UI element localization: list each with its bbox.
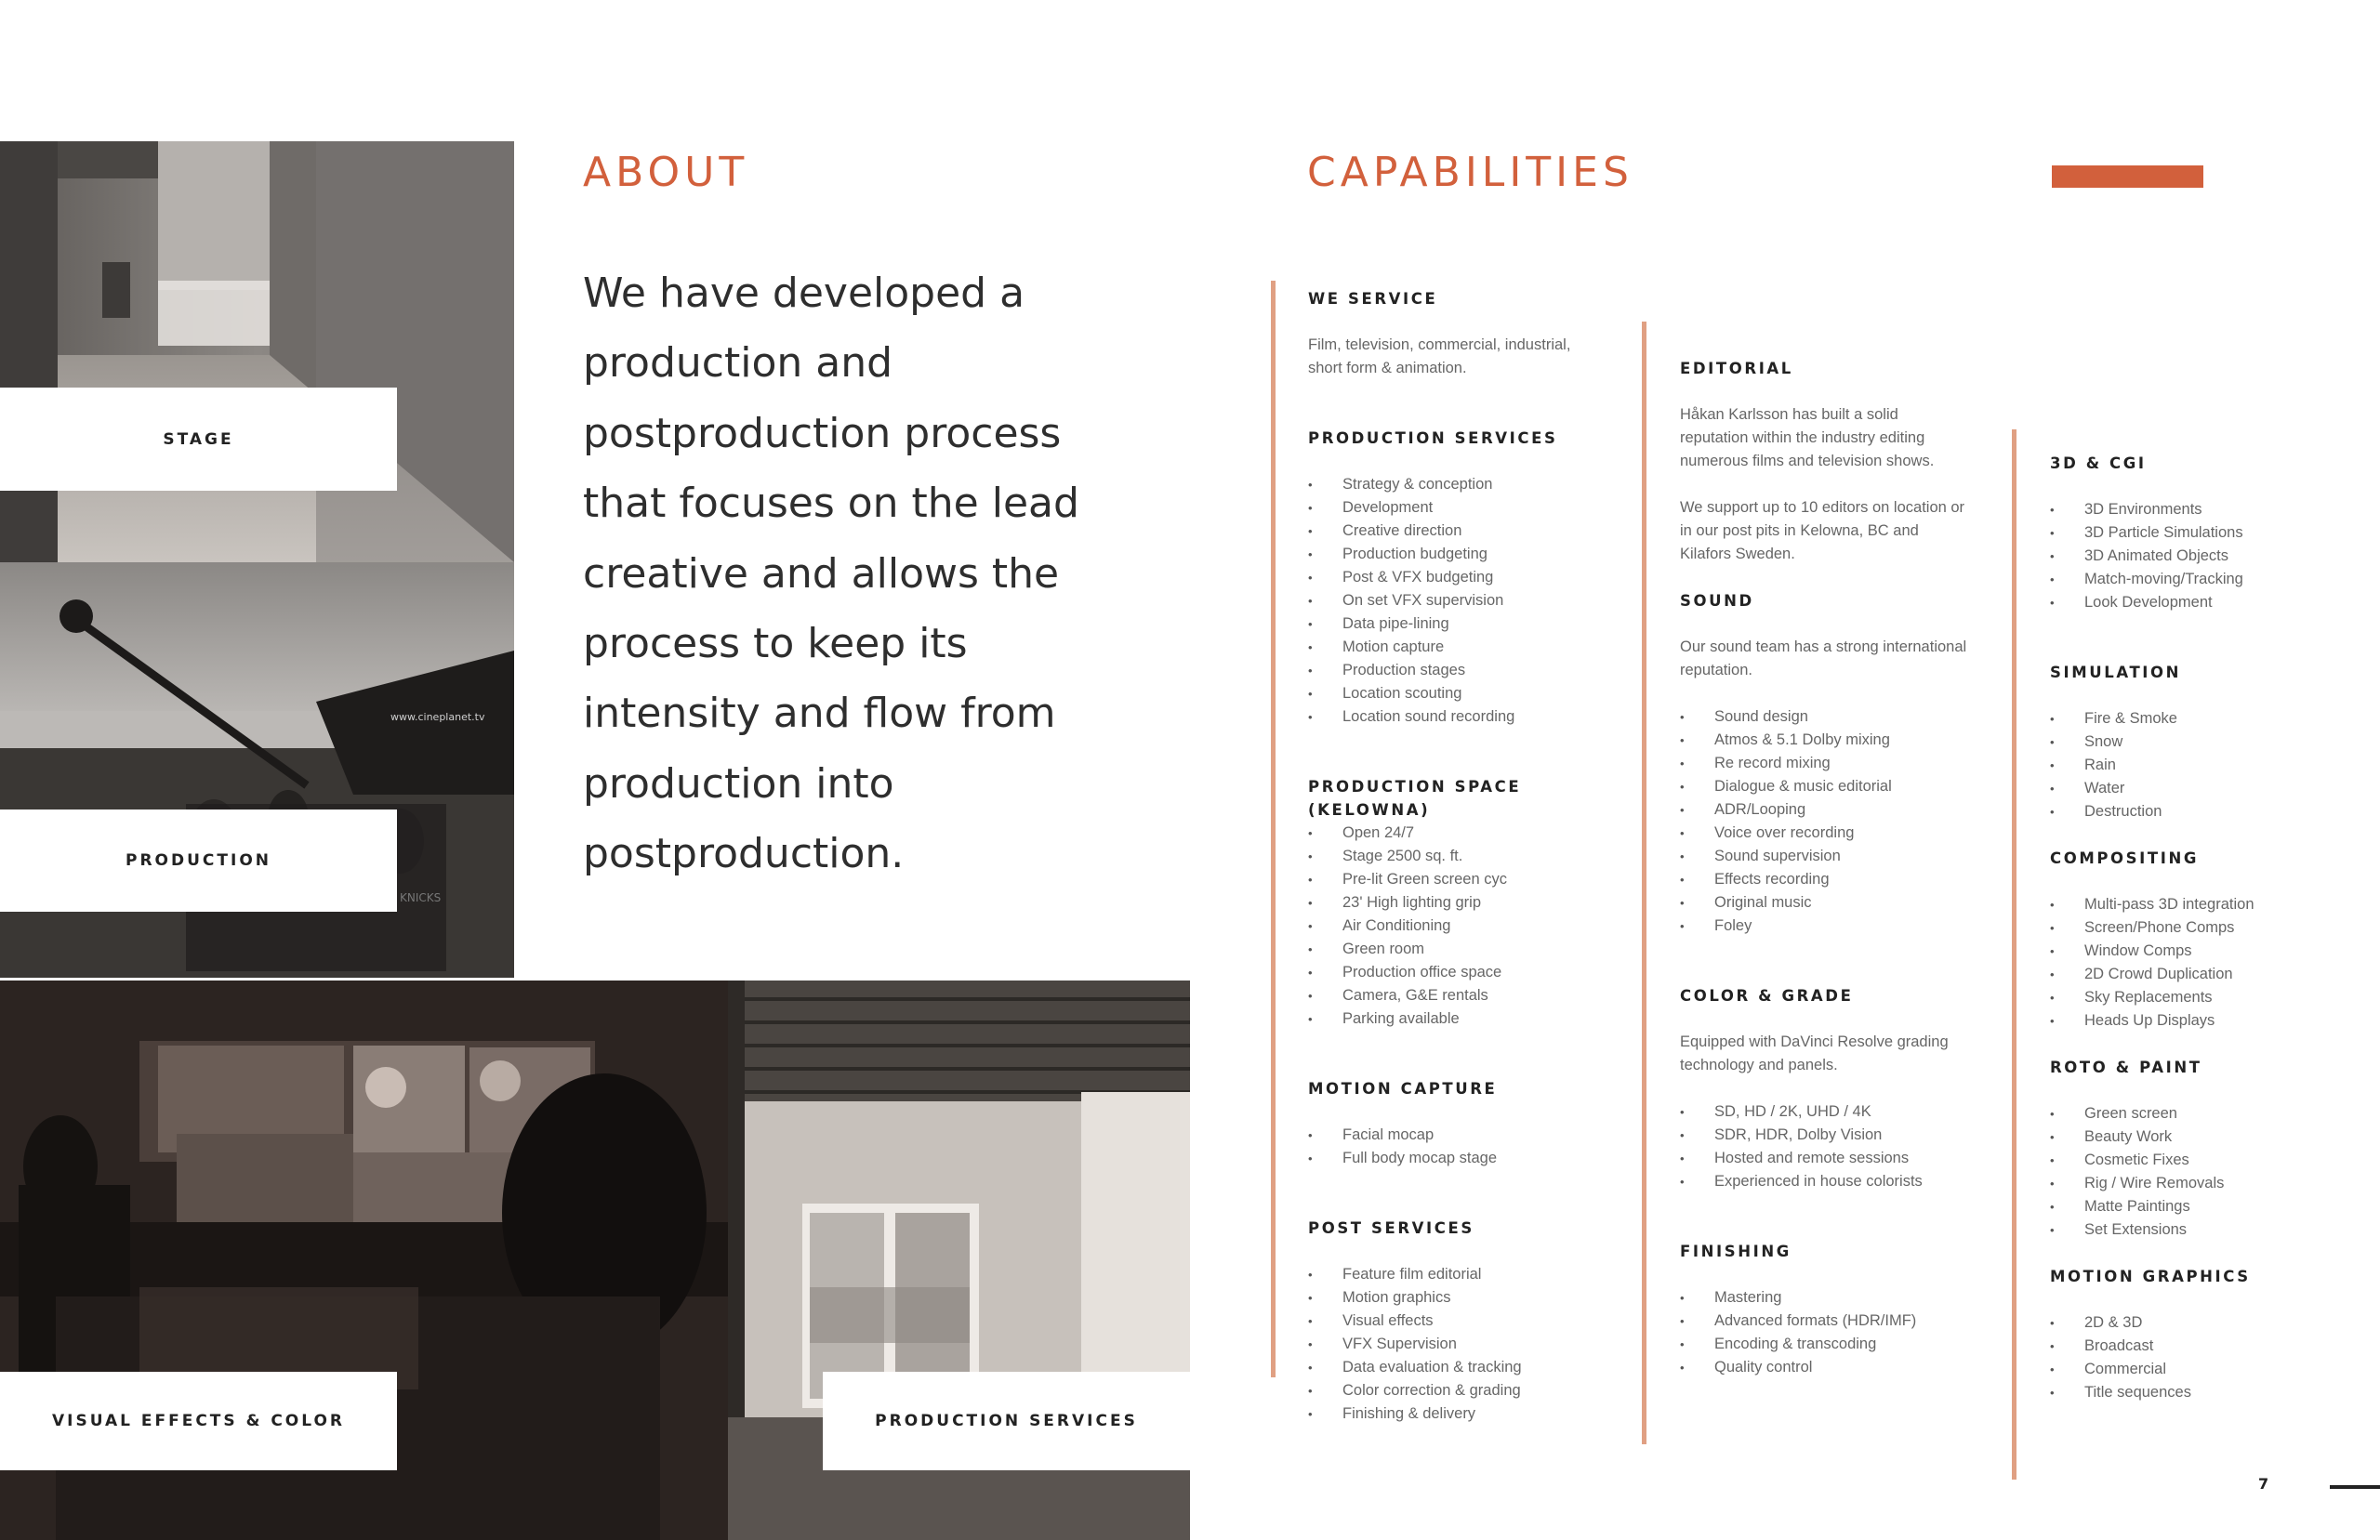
list-item: • Commercial: [2050, 1358, 2366, 1381]
production-services-label: PRODUCTION SERVICES: [823, 1372, 1190, 1470]
sound-title: SOUND: [1680, 592, 1754, 610]
list-item: • Rain: [2050, 754, 2366, 777]
list-item: • Mastering: [1680, 1286, 2015, 1310]
compositing-title: COMPOSITING: [2050, 849, 2200, 867]
list-item: • Quality control: [1680, 1356, 2015, 1379]
list-item: • Strategy & conception: [1308, 473, 1643, 496]
sound-list: [1680, 705, 2015, 938]
list-item: • Dialogue & music editorial: [1680, 775, 2015, 798]
list-item: • Fire & Smoke: [2050, 707, 2366, 731]
list-item: • Open 24/7: [1308, 822, 1643, 845]
list-item: • Parking available: [1308, 1007, 1643, 1031]
list-item: • Air Conditioning: [1308, 915, 1643, 938]
list-item: • ADR/Looping: [1680, 798, 2015, 822]
list-item: • Development: [1308, 496, 1643, 520]
about-heading: ABOUT: [583, 149, 749, 196]
color-grade-desc: Equipped with DaVinci Resolve grading technology and panels.: [1680, 1033, 1949, 1073]
stage-label: STAGE: [0, 388, 397, 491]
roto-paint-list: [2050, 1102, 2366, 1242]
column-rule-1: [1271, 281, 1276, 1377]
list-item: • Location scouting: [1308, 682, 1643, 705]
list-item: • Broadcast: [2050, 1335, 2366, 1358]
vfx-color-label: VISUAL EFFECTS & COLOR: [0, 1372, 397, 1470]
list-item: • Foley: [1680, 915, 2015, 938]
production-photo: [0, 562, 514, 978]
list-item: • Color correction & grading: [1308, 1379, 1643, 1402]
list-item: • Experienced in house colorists: [1680, 1170, 2015, 1193]
editorial-desc-2: We support up to 10 editors on location or in our post pits in Kelowna, BC and Kilafors Sweden.: [1680, 499, 1965, 562]
list-item: • Feature film editorial: [1308, 1263, 1643, 1286]
color-grade-title: COLOR & GRADE: [1680, 987, 1854, 1005]
list-item: • Original music: [1680, 891, 2015, 915]
list-item: • Motion capture: [1308, 636, 1643, 659]
post-services-title: POST SERVICES: [1308, 1219, 1474, 1237]
list-item: • Motion graphics: [1308, 1286, 1643, 1310]
list-item: • 23' High lighting grip: [1308, 891, 1643, 915]
list-item: • Camera, G&E rentals: [1308, 984, 1643, 1007]
list-item: • Title sequences: [2050, 1381, 2366, 1404]
list-item: • Full body mocap stage: [1308, 1147, 1643, 1170]
list-item: • Visual effects: [1308, 1310, 1643, 1333]
production-space-list: [1308, 822, 1643, 1031]
list-item: • Production office space: [1308, 961, 1643, 984]
list-item: • Water: [2050, 777, 2366, 800]
jersey-text: KNICKS: [400, 891, 442, 904]
list-item: • 3D Particle Simulations: [2050, 521, 2366, 545]
we-service-desc: Film, television, commercial, industrial, short form & animation.: [1308, 336, 1571, 376]
motion-capture-list: [1308, 1124, 1643, 1170]
list-item: • Multi-pass 3D integration: [2050, 893, 2366, 916]
color-grade-list: [1680, 1100, 2015, 1193]
finishing-list: [1680, 1286, 2015, 1379]
simulation-title: SIMULATION: [2050, 664, 2182, 681]
list-item: • Cosmetic Fixes: [2050, 1149, 2366, 1172]
list-item: • Advanced formats (HDR/IMF): [1680, 1310, 2015, 1333]
about-text: We have developed a production and postproduction process that focuses on the lead creative and allows the process to keep its intensity and flow from production into postproduction.: [583, 270, 1079, 878]
list-item: • Sound supervision: [1680, 845, 2015, 868]
production-services-title: PRODUCTION SERVICES: [1308, 429, 1558, 447]
editorial-title: EDITORIAL: [1680, 360, 1793, 377]
list-item: • Post & VFX budgeting: [1308, 566, 1643, 589]
we-service-title: WE SERVICE: [1308, 290, 1438, 308]
list-item: • Data pipe-lining: [1308, 612, 1643, 636]
list-item: • Finishing & delivery: [1308, 1402, 1643, 1426]
list-item: • Destruction: [2050, 800, 2366, 823]
list-item: • Heads Up Displays: [2050, 1009, 2366, 1033]
list-item: • Sky Replacements: [2050, 986, 2366, 1009]
list-item: • 2D & 3D: [2050, 1311, 2366, 1335]
production-space-title: PRODUCTION SPACE (KELOWNA): [1308, 778, 1522, 819]
stage-photo: [0, 141, 514, 562]
list-item: • Screen/Phone Comps: [2050, 916, 2366, 940]
list-item: • Re record mixing: [1680, 752, 2015, 775]
3d-cgi-list: [2050, 498, 2366, 614]
finishing-title: FINISHING: [1680, 1243, 1792, 1260]
capabilities-column-3: [2050, 452, 2366, 1404]
list-item: • Sound design: [1680, 705, 2015, 729]
list-item: • Green room: [1308, 938, 1643, 961]
accent-bar: [2052, 165, 2203, 188]
list-item: • On set VFX supervision: [1308, 589, 1643, 612]
list-item: • VFX Supervision: [1308, 1333, 1643, 1356]
list-item: • Voice over recording: [1680, 822, 2015, 845]
motion-graphics-list: [2050, 1311, 2366, 1404]
list-item: • Atmos & 5.1 Dolby mixing: [1680, 729, 2015, 752]
list-item: • Encoding & transcoding: [1680, 1333, 2015, 1356]
motion-capture-title: MOTION CAPTURE: [1308, 1080, 1498, 1098]
list-item: • Look Development: [2050, 591, 2366, 614]
list-item: • SDR, HDR, Dolby Vision: [1680, 1124, 2015, 1147]
list-item: • Pre-lit Green screen cyc: [1308, 868, 1643, 891]
list-item: • Snow: [2050, 731, 2366, 754]
list-item: • Green screen: [2050, 1102, 2366, 1125]
motion-graphics-title: MOTION GRAPHICS: [2050, 1268, 2251, 1285]
list-item: • Facial mocap: [1308, 1124, 1643, 1147]
list-item: • SD, HD / 2K, UHD / 4K: [1680, 1100, 2015, 1124]
simulation-list: [2050, 707, 2366, 823]
roto-paint-title: ROTO & PAINT: [2050, 1059, 2202, 1076]
list-item: • 3D Animated Objects: [2050, 545, 2366, 568]
3d-cgi-title: 3D & CGI: [2050, 454, 2147, 472]
sound-desc: Our sound team has a strong international reputation.: [1680, 638, 1967, 678]
compositing-list: [2050, 893, 2366, 1033]
list-item: • Matte Paintings: [2050, 1195, 2366, 1218]
list-item: • Production stages: [1308, 659, 1643, 682]
capabilities-column-1: [1308, 287, 1643, 1426]
capabilities-heading: CAPABILITIES: [1307, 149, 1633, 196]
page-number: 7: [2258, 1475, 2269, 1493]
list-item: • Stage 2500 sq. ft.: [1308, 845, 1643, 868]
list-item: • Effects recording: [1680, 868, 2015, 891]
production-label: PRODUCTION: [0, 809, 397, 912]
list-item: • Data evaluation & tracking: [1308, 1356, 1643, 1379]
list-item: • Window Comps: [2050, 940, 2366, 963]
list-item: • Location sound recording: [1308, 705, 1643, 729]
editorial-desc-1: Håkan Karlsson has built a solid reputation within the industry editing numerous films and television shows.: [1680, 406, 1935, 469]
banner-text: www.cineplanet.tv: [390, 711, 485, 723]
capabilities-column-2: [1680, 357, 2015, 1379]
list-item: • Beauty Work: [2050, 1125, 2366, 1149]
list-item: • Creative direction: [1308, 520, 1643, 543]
post-services-list: [1308, 1263, 1643, 1426]
list-item: • Set Extensions: [2050, 1218, 2366, 1242]
list-item: • Hosted and remote sessions: [1680, 1147, 2015, 1170]
list-item: • 3D Environments: [2050, 498, 2366, 521]
page-dash: [2330, 1485, 2380, 1489]
list-item: • Match-moving/Tracking: [2050, 568, 2366, 591]
list-item: • 2D Crowd Duplication: [2050, 963, 2366, 986]
production-services-list: [1308, 473, 1643, 729]
list-item: • Rig / Wire Removals: [2050, 1172, 2366, 1195]
list-item: • Production budgeting: [1308, 543, 1643, 566]
